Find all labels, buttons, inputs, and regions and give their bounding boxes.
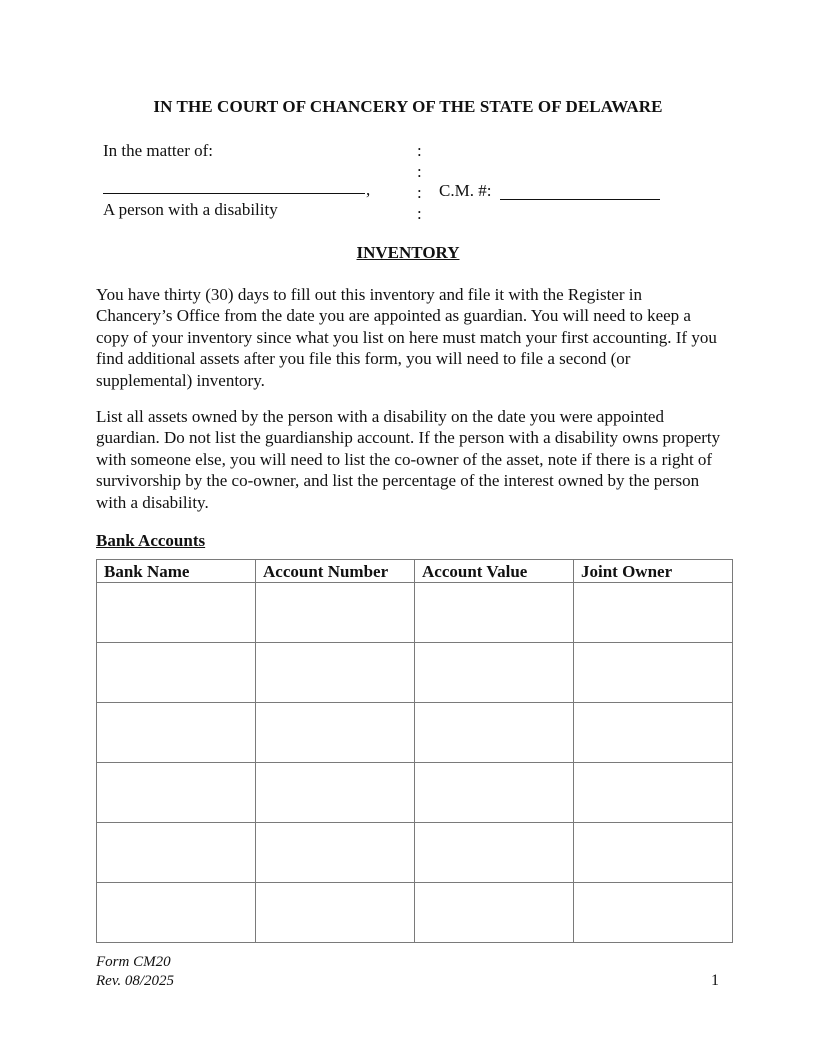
cm-number-label: C.M. #: — [439, 181, 492, 200]
column-header-account-number: Account Number — [256, 560, 415, 583]
joint-owner-cell[interactable] — [574, 583, 733, 643]
instructions-paragraph-1: You have thirty (30) days to fill out this inventory and file it with the Register in Chancery’s Office from the date you are appointed as guardian. You will need to keep a copy of your inventory since what you list on here must match your first accounting. If you find additional assets after you file this form, you will need to file a second (or supplemental) inventory. — [96, 285, 717, 390]
table-row — [97, 583, 733, 643]
caption-colon: : — [417, 141, 422, 160]
joint-owner-cell[interactable] — [574, 703, 733, 763]
form-revision: Rev. 08/2025 — [96, 973, 175, 989]
joint-owner-cell[interactable] — [574, 883, 733, 943]
account-number-cell[interactable] — [256, 583, 415, 643]
table-row — [97, 643, 733, 703]
party-name-comma: , — [366, 180, 371, 199]
instructions-paragraph-2: List all assets owned by the person with a disability on the date you were appointed guardian. Do not list the guardianship account. If the person with a disability owns property with someone else, you will need to list the co-owner of the asset, note if there is a right of survivorship by the co-owner, and list the percentage of the interest owned by the person with a disability. — [96, 407, 721, 512]
account-value-cell[interactable] — [415, 883, 574, 943]
table-header-row — [97, 560, 733, 583]
footer-form-info — [96, 953, 174, 991]
bank-name-cell[interactable] — [97, 763, 256, 823]
bank-name-cell[interactable] — [97, 823, 256, 883]
table-row — [97, 823, 733, 883]
person-with-disability-label: A person with a disability — [103, 200, 278, 219]
joint-owner-cell[interactable] — [574, 643, 733, 703]
caption-colon: : — [417, 162, 422, 181]
joint-owner-cell[interactable] — [574, 823, 733, 883]
bank-name-cell[interactable] — [97, 643, 256, 703]
account-value-cell[interactable] — [415, 763, 574, 823]
form-number: Form CM20 — [96, 954, 171, 970]
table-row — [97, 883, 733, 943]
caption-colon: : — [417, 204, 422, 223]
caption-colon: : — [417, 183, 422, 202]
account-value-cell[interactable] — [415, 703, 574, 763]
column-header-account-value: Account Value — [415, 560, 574, 583]
account-value-cell[interactable] — [415, 823, 574, 883]
joint-owner-cell[interactable] — [574, 763, 733, 823]
account-number-cell[interactable] — [256, 883, 415, 943]
table-row — [97, 703, 733, 763]
column-header-bank-name: Bank Name — [97, 560, 256, 583]
bank-accounts-table — [96, 559, 733, 943]
cm-number-blank[interactable] — [500, 199, 660, 200]
inventory-heading: INVENTORY — [356, 243, 460, 262]
account-number-cell[interactable] — [256, 703, 415, 763]
in-matter-of-label: In the matter of: — [103, 141, 213, 160]
table-row — [97, 763, 733, 823]
bank-name-cell[interactable] — [97, 703, 256, 763]
bank-name-cell[interactable] — [97, 583, 256, 643]
account-number-cell[interactable] — [256, 823, 415, 883]
party-name-blank[interactable] — [103, 193, 365, 194]
bank-accounts-heading: Bank Accounts — [96, 531, 206, 550]
bank-name-cell[interactable] — [97, 883, 256, 943]
page-number: 1 — [711, 972, 719, 989]
account-number-cell[interactable] — [256, 763, 415, 823]
account-value-cell[interactable] — [415, 643, 574, 703]
account-number-cell[interactable] — [256, 643, 415, 703]
court-title: IN THE COURT OF CHANCERY OF THE STATE OF DELAWARE — [153, 97, 663, 116]
column-header-joint-owner: Joint Owner — [574, 560, 733, 583]
account-value-cell[interactable] — [415, 583, 574, 643]
